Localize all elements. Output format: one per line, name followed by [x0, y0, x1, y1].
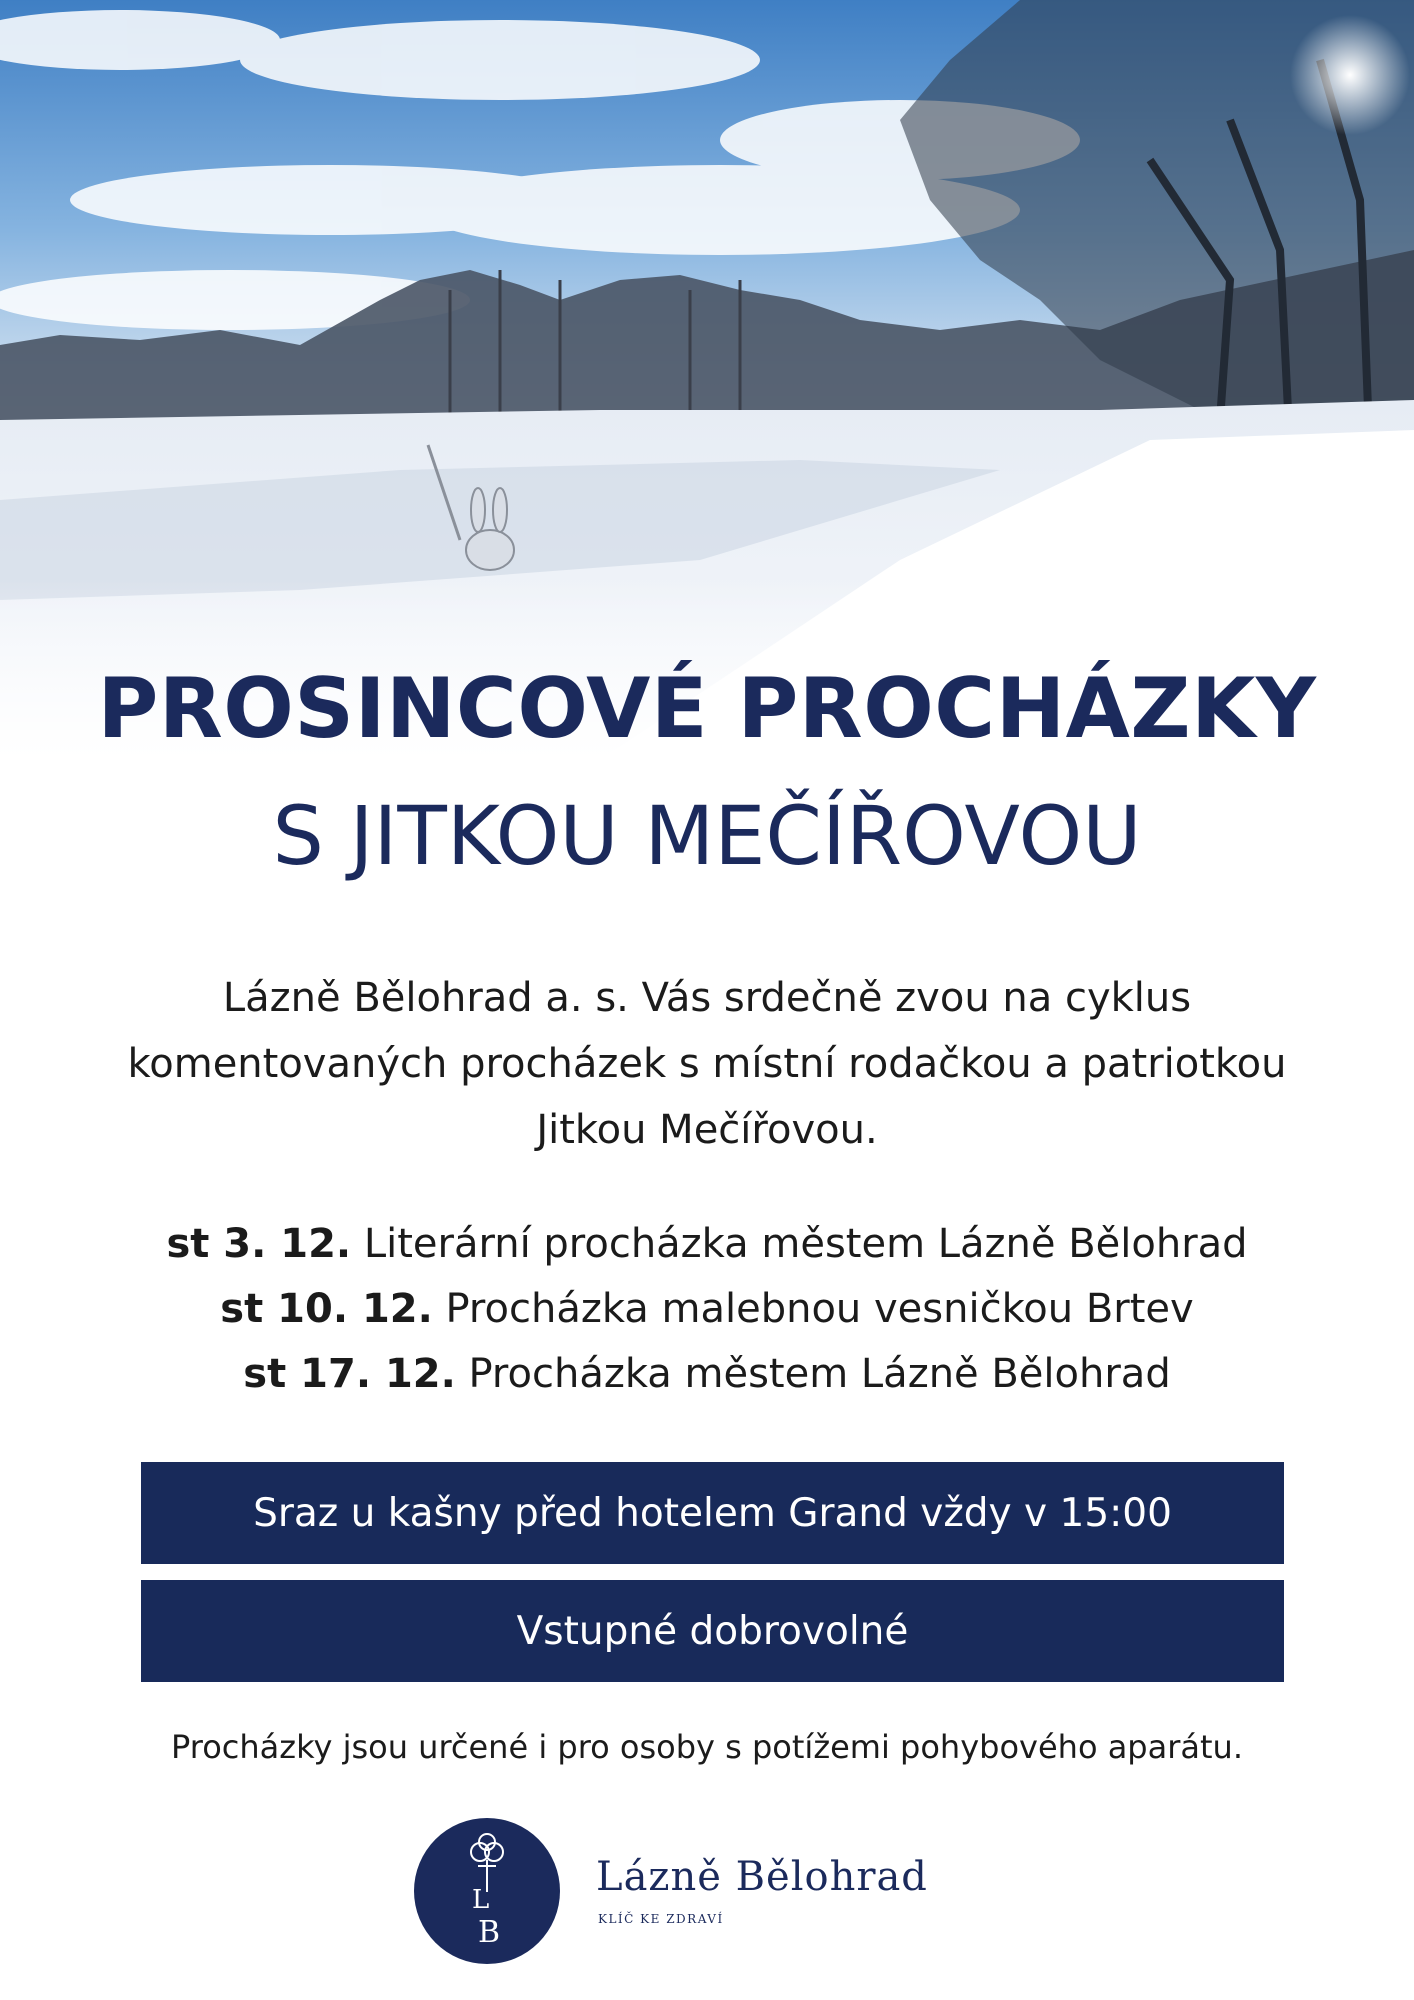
- meeting-point-text: Sraz u kašny před hotelem Grand vždy v 15:00: [253, 1490, 1172, 1536]
- schedule-date: st 3. 12.: [166, 1221, 352, 1267]
- intro-text: [90, 965, 1324, 1163]
- logo-emblem: [414, 1818, 560, 1964]
- schedule-item: [0, 1277, 1414, 1342]
- hero-image: [0, 0, 1414, 760]
- meeting-point-banner: [141, 1462, 1284, 1564]
- intro-line: Lázně Bělohrad a. s. Vás srdečně zvou na cyklus: [222, 975, 1192, 1021]
- accessibility-note: Procházky jsou určené i pro osoby s potížemi pohybového aparátu.: [171, 1728, 1243, 1766]
- svg-text:B: B: [478, 1915, 501, 1950]
- admission-banner: [141, 1580, 1284, 1682]
- key-monogram-icon: [414, 1818, 560, 1964]
- brand-name: Lázně Bělohrad: [596, 1854, 928, 1900]
- brand-tagline: KLÍČ KE ZDRAVÍ: [598, 1912, 724, 1926]
- schedule-date: st 17. 12.: [243, 1351, 456, 1397]
- intro-line: komentovaných procházek s místní rodačkou a patriotkou: [127, 1041, 1287, 1087]
- winter-lake-photo-icon: [0, 0, 1414, 760]
- schedule-date: st 10. 12.: [220, 1286, 433, 1332]
- schedule-item: [0, 1212, 1414, 1277]
- schedule-list: [0, 1212, 1414, 1407]
- svg-text:L: L: [472, 1885, 490, 1915]
- intro-line: Jitkou Mečířovou.: [536, 1107, 878, 1153]
- schedule-title: Literární procházka městem Lázně Bělohrad: [363, 1221, 1248, 1267]
- schedule-item: [0, 1342, 1414, 1407]
- page-subtitle: S JITKOU MEČÍŘOVOU: [272, 790, 1142, 884]
- admission-text: Vstupné dobrovolné: [516, 1608, 909, 1654]
- schedule-title: Procházka městem Lázně Bělohrad: [468, 1351, 1171, 1397]
- page-title: PROSINCOVÉ PROCHÁZKY: [97, 660, 1317, 757]
- brand-logo: [414, 1818, 1014, 1964]
- schedule-title: Procházka malebnou vesničkou Brtev: [445, 1286, 1194, 1332]
